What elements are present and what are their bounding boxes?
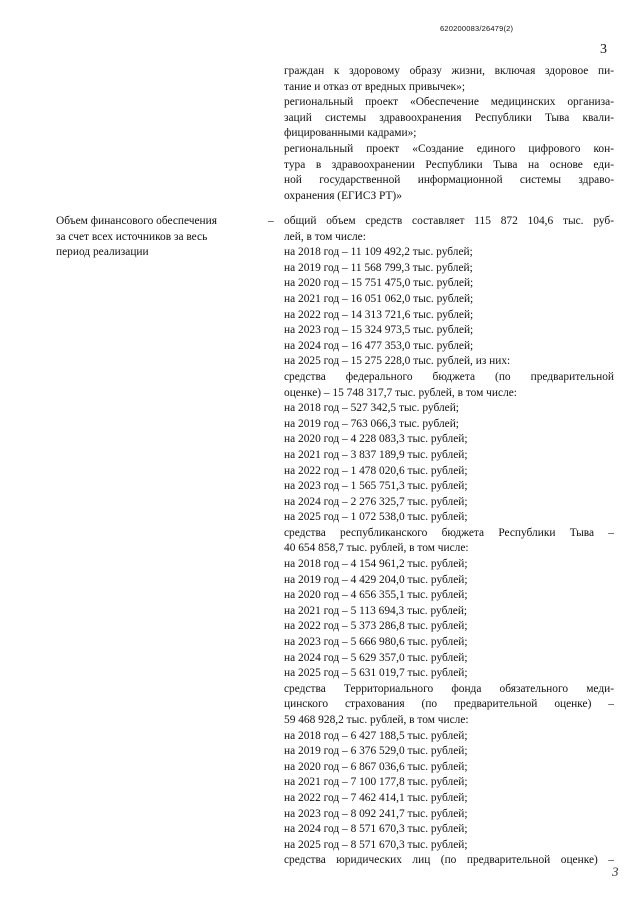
finance-line: на 2023 год – 15 324 973,5 тыс. рублей;	[284, 324, 474, 337]
finance-line: на 2019 год – 763 066,3 тыс. рублей;	[284, 417, 459, 430]
finance-line: на 2023 год – 1 565 751,3 тыс. рублей;	[284, 480, 468, 493]
finance-line: на 2022 год – 7 462 414,1 тыс. рублей;	[284, 791, 468, 804]
finance-line: на 2024 год – 16 477 353,0 тыс. рублей;	[284, 339, 474, 352]
finance-line: общий объем средств составляет 115 872 104,6 тыс. руб-	[284, 215, 614, 227]
finance-line: на 2021 год – 7 100 177,8 тыс. рублей;	[284, 776, 468, 789]
top-line: тание и отказ от вредных привычек»;	[284, 80, 466, 93]
finance-line: на 2019 год – 11 568 799,3 тыс. рублей;	[284, 261, 473, 274]
finance-line: на 2018 год – 11 109 492,2 тыс. рублей;	[284, 246, 473, 259]
top-line: граждан к здоровому образу жизни, включая здоровое пи-	[284, 65, 614, 77]
top-line: заций системы здравоохранения Республики Тыва квали-	[284, 111, 614, 124]
finance-line: средства Территориального фонда обязательного меди-	[284, 682, 614, 695]
section-label-line: период реализации	[56, 246, 149, 259]
top-line: фицированными кадрами»;	[284, 127, 417, 140]
page-number: 3	[600, 42, 607, 57]
finance-line: на 2021 год – 3 837 189,9 тыс. рублей;	[284, 448, 468, 461]
finance-line: цинского страхования (по предварительной оценке) –	[284, 698, 614, 711]
top-text-block	[284, 64, 614, 204]
top-line: региональный проект «Создание единого цифрового кон-	[284, 142, 614, 155]
finance-line: на 2019 год – 6 376 529,0 тыс. рублей;	[284, 745, 468, 758]
top-line: ной государственной информационной системы здраво-	[284, 174, 614, 187]
document-id: 620200083/26479(2)	[440, 24, 514, 33]
finance-line: на 2021 год – 5 113 694,3 тыс. рублей;	[284, 604, 468, 617]
finance-line: на 2025 год – 1 072 538,0 тыс. рублей;	[284, 511, 468, 524]
top-line: тура в здравоохранении Республики Тыва на основе еди-	[284, 158, 614, 171]
finance-line: на 2020 год – 4 228 083,3 тыс. рублей;	[284, 433, 468, 446]
finance-line: на 2020 год – 15 751 475,0 тыс. рублей;	[284, 277, 474, 290]
finance-line: средства республиканского бюджета Республики Тыва –	[284, 526, 614, 539]
finance-line: на 2024 год – 8 571 670,3 тыс. рублей;	[284, 823, 468, 836]
finance-line: на 2018 год – 6 427 188,5 тыс. рублей;	[284, 729, 468, 742]
finance-line: на 2022 год – 1 478 020,6 тыс. рублей;	[284, 464, 468, 477]
finance-line: на 2021 год – 16 051 062,0 тыс. рублей;	[284, 292, 474, 305]
finance-line: на 2020 год – 4 656 355,1 тыс. рублей;	[284, 589, 468, 602]
finance-line: средства федерального бюджета (по предварительной	[284, 370, 614, 383]
finance-line: средства юридических лиц (по предварительной оценке) –	[284, 854, 614, 867]
section-label-line: Объем финансового обеспечения	[56, 215, 217, 227]
finance-line: на 2020 год – 6 867 036,6 тыс. рублей;	[284, 760, 468, 773]
finance-line: на 2018 год – 4 154 961,2 тыс. рублей;	[284, 558, 468, 571]
finance-line: на 2022 год – 14 313 721,6 тыс. рублей;	[284, 308, 474, 321]
top-line: охранения (ЕГИСЗ РТ)»	[284, 189, 402, 202]
finance-text-block	[284, 214, 614, 869]
finance-line: 40 654 858,7 тыс. рублей, в том числе:	[284, 542, 469, 555]
finance-line: на 2019 год – 4 429 204,0 тыс. рублей;	[284, 573, 468, 586]
finance-line: на 2025 год – 8 571 670,3 тыс. рублей;	[284, 838, 468, 851]
finance-line: на 2024 год – 2 276 325,7 тыс. рублей;	[284, 495, 468, 508]
finance-line: на 2022 год – 5 373 286,8 тыс. рублей;	[284, 620, 468, 633]
section-label	[56, 214, 256, 261]
separator-dash: –	[268, 215, 274, 227]
section-label-line: за счет всех источников за весь	[56, 230, 208, 243]
finance-line: лей, в том числе:	[284, 230, 366, 243]
finance-line: 59 468 928,2 тыс. рублей, в том числе:	[284, 714, 469, 726]
finance-line: оценке) – 15 748 317,7 тыс. рублей, в том числе:	[284, 386, 517, 399]
finance-line: на 2023 год – 8 092 241,7 тыс. рублей;	[284, 807, 468, 820]
finance-line: на 2023 год – 5 666 980,6 тыс. рублей;	[284, 636, 468, 649]
finance-line: на 2018 год – 527 342,5 тыс. рублей;	[284, 402, 459, 415]
finance-line: на 2025 год – 5 631 019,7 тыс. рублей;	[284, 667, 468, 680]
top-line: региональный проект «Обеспечение медицинских организа-	[284, 96, 614, 109]
handwritten-mark: 3	[612, 864, 619, 879]
finance-line: на 2025 год – 15 275 228,0 тыс. рублей, из них:	[284, 355, 511, 368]
finance-line: на 2024 год – 5 629 357,0 тыс. рублей;	[284, 651, 468, 664]
